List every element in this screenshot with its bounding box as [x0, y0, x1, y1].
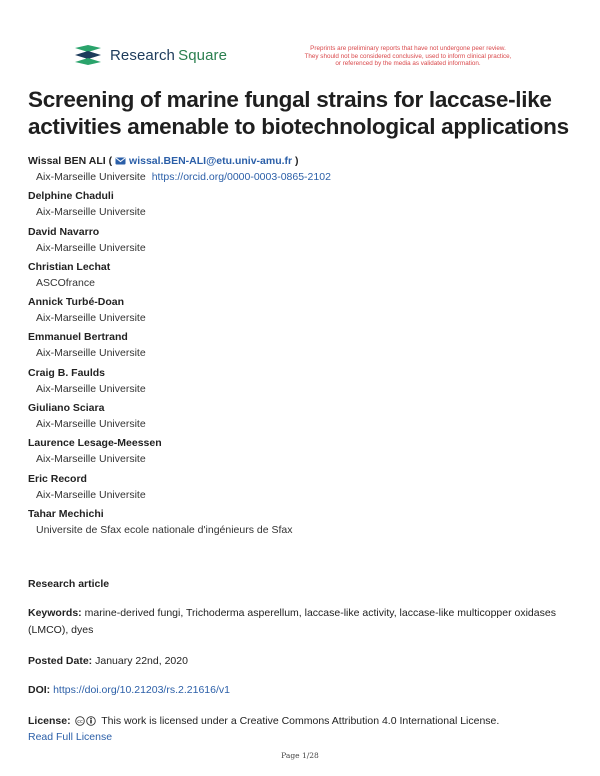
author-entry	[28, 154, 578, 189]
author-affiliation: Universite de Sfax ecole nationale d'ingénieurs de Sfax	[36, 523, 293, 536]
svg-text:cc: cc	[76, 719, 83, 725]
license-text: This work is licensed under a Creative Commons Attribution 4.0 International License.	[101, 715, 500, 727]
author-name: Tahar Mechichi	[28, 507, 104, 520]
author-entry	[28, 366, 578, 401]
license-label: License:	[28, 715, 71, 727]
author-affiliation: Aix-Marseille Universite	[36, 488, 146, 501]
page-header	[74, 44, 544, 76]
author-affiliation: Aix-Marseille Universite	[36, 241, 146, 254]
author-name: Wissal BEN ALI ( wissal.BEN-ALI@etu.univ-amu.fr )	[28, 155, 299, 167]
author-entry	[28, 330, 578, 365]
keywords-value: marine-derived fungi, Trichoderma asperellum, laccase-like activity, laccase-like multicopper oxidases (LMCO), dyes	[28, 607, 556, 636]
author-entry	[28, 189, 578, 224]
author-affiliation: Aix-Marseille Universite	[36, 453, 146, 466]
author-entry	[28, 295, 578, 330]
author-entry	[28, 436, 578, 471]
author-affiliation: Aix-Marseille Universite	[36, 312, 146, 325]
author-affiliation: Aix-Marseille Universite	[36, 382, 146, 395]
research-square-logo[interactable]	[74, 44, 227, 66]
author-name: David Navarro	[28, 225, 100, 238]
doi-label: DOI:	[28, 684, 51, 696]
preprint-disclaimer	[272, 45, 544, 68]
envelope-icon	[115, 157, 126, 165]
author-entry	[28, 225, 578, 260]
disclaimer-line: They should not be considered conclusive, used to inform clinical practice,	[304, 52, 512, 60]
license	[28, 713, 573, 745]
author-name: Craig B. Faulds	[28, 366, 106, 379]
author-affiliation: ASCOfrance	[36, 276, 95, 289]
disclaimer-line: or referenced by the media as validated information.	[335, 60, 481, 68]
logo-text: Research Square	[110, 46, 228, 64]
disclaimer-line: Preprints are preliminary reports that have not undergone peer review.	[310, 45, 506, 52]
author-name: Eric Record	[28, 472, 87, 485]
orcid-link[interactable]: https://orcid.org/0000-0003-0865-2102	[151, 171, 331, 183]
doi	[28, 684, 573, 696]
author-entry	[28, 472, 578, 507]
page-number: Page 1/28	[281, 751, 319, 760]
author-affiliation: Aix-Marseille Universite	[36, 347, 146, 360]
author-affiliation: Aix-Marseille Universite https://orcid.org/0000-0003-0865-2102	[36, 171, 331, 183]
article-type: Research article	[28, 578, 110, 590]
author-list	[28, 154, 578, 542]
author-affiliation: Aix-Marseille Universite	[36, 418, 146, 431]
read-full-license-link[interactable]: Read Full License	[28, 731, 113, 743]
posted-date-value: January 22nd, 2020	[95, 655, 188, 667]
author-email-link[interactable]: wissal.BEN-ALI@etu.univ-amu.fr	[115, 155, 292, 167]
paper-title: Screening of marine fungal strains for laccase-like activities amenable to biotechnological applications	[28, 87, 569, 139]
doi-link[interactable]: https://doi.org/10.21203/rs.2.21616/v1	[53, 684, 230, 696]
author-name: Annick Turbé-Doan	[28, 296, 125, 309]
author-affiliation: Aix-Marseille Universite	[36, 206, 146, 219]
keywords	[28, 605, 573, 639]
author-name: Emmanuel Bertrand	[28, 331, 128, 344]
author-name: Delphine Chaduli	[28, 190, 114, 203]
author-entry	[28, 260, 578, 295]
keywords-label: Keywords:	[28, 607, 82, 619]
author-entry	[28, 401, 578, 436]
author-entry	[28, 507, 578, 542]
author-name: Giuliano Sciara	[28, 402, 105, 415]
author-name: Laurence Lesage-Meessen	[28, 437, 162, 450]
creative-commons-icon	[75, 716, 97, 726]
research-square-logo-icon	[74, 44, 102, 66]
posted-date	[28, 655, 573, 667]
posted-date-label: Posted Date:	[28, 655, 93, 667]
author-name: Christian Lechat	[28, 260, 111, 273]
